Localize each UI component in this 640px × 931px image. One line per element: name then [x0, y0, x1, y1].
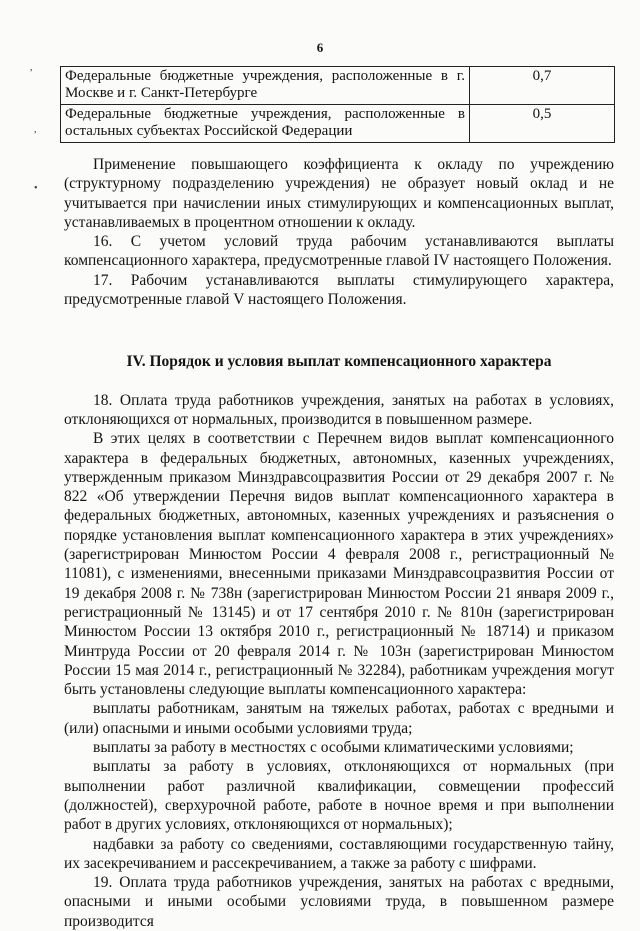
table-row [61, 105, 615, 143]
table-cell-description: Федеральные бюджетные учреждения, расположенные в г. Москве и г. Санкт-Петербурге [61, 67, 470, 105]
margin-mark: , [34, 124, 37, 135]
paragraph-18: 18. Оплата труда работников учреждения, занятых на работах в условиях, отклоняющихся от нормальных, производится в повышенном размере. [64, 391, 614, 428]
page-number: 6 [316, 40, 324, 55]
paragraph-17: 17. Рабочим устанавливаются выплаты стимулирующего характера, предусмотренные главой V настоящего Положения. [64, 271, 614, 309]
table-cell-value: 0,7 [470, 67, 615, 105]
paragraph-18-list-intro: В этих целях в соответствии с Перечнем видов выплат компенсационного характера в федеральных бюджетных, автономных, казенных учреждениях, утвержденным приказом Минздравсоцразвития России от 29 декабря 2007 г. № 822 «Об утверждении Перечня видов выплат компенсационного характера в федеральных бюджетных, автономных, казенных учреждениях и разъяснения о порядке установления выплат компенсационного характера в этих учреждениях» (зарегистрирован Минюстом России 4 февраля 2008 г., регистрационный № 11081), с изменениями, внесенными приказами Минздравсоцразвития России от 19 декабря 2008 г. № 738н (зарегистрирован Минюстом России 21 января 2009 г., регистрационный № 13145) и от 17 сентября 2010 г. № 810н (зарегистрирован Минюстом России 13 октября 2010 г., регистрационный № 18714) и приказом Минтруда России от 20 февраля 2014 г. № 103н (зарегистрирован Минюстом России 15 мая 2014 г., регистрационный № 32284), работникам учреждения могут быть установлены следующие выплаты компенсационного характера: [64, 430, 614, 699]
table-row [61, 67, 615, 105]
table-cell-value: 0,5 [470, 105, 615, 143]
document-body [64, 155, 614, 931]
margin-mark: , [30, 62, 33, 73]
paragraph-16: 16. С учетом условий труда рабочим устанавливаются выплаты компенсационного характера, предусмотренные главой IV настоящего Положения. [64, 233, 614, 270]
list-item: выплаты работникам, занятым на тяжелых работах, работах с вредными и (или) опасными и иными особыми условиями труда; [64, 700, 614, 737]
margin-mark: • [34, 183, 38, 194]
paragraph-coefficient: Применение повышающего коэффициента к окладу по учреждению (структурному подразделению учреждения) не образует новый оклад и не учитывается при начислении иных стимулирующих и компенсационных выплат, устанавливаемых в процентном отношении к окладу. [64, 156, 614, 231]
list-item: надбавки за работу со сведениями, составляющими государственную тайну, их засекречиванием и рассекречиванием, а также за работу с шифрами. [64, 835, 614, 872]
list-item: выплаты за работу в местностях с особыми климатическими условиями; [93, 739, 574, 757]
coefficient-table [60, 66, 615, 143]
table-cell-description: Федеральные бюджетные учреждения, расположенные в остальных субъектах Российской Федерации [61, 105, 470, 143]
paragraph-19: 19. Оплата труда работников учреждения, занятых на работах с вредными, опасными и иными особыми условиями труда, в повышенном размере производится [64, 874, 614, 930]
section-heading: IV. Порядок и условия выплат компенсационного характера [126, 353, 552, 371]
list-item: выплаты за работу в условиях, отклоняющихся от нормальных (при выполнении работ различной квалификации, совмещении профессий (должностей), сверхурочной работе, работе в ночное время и при выполнении работ в других условиях, отклоняющихся от нормальных); [64, 758, 614, 834]
